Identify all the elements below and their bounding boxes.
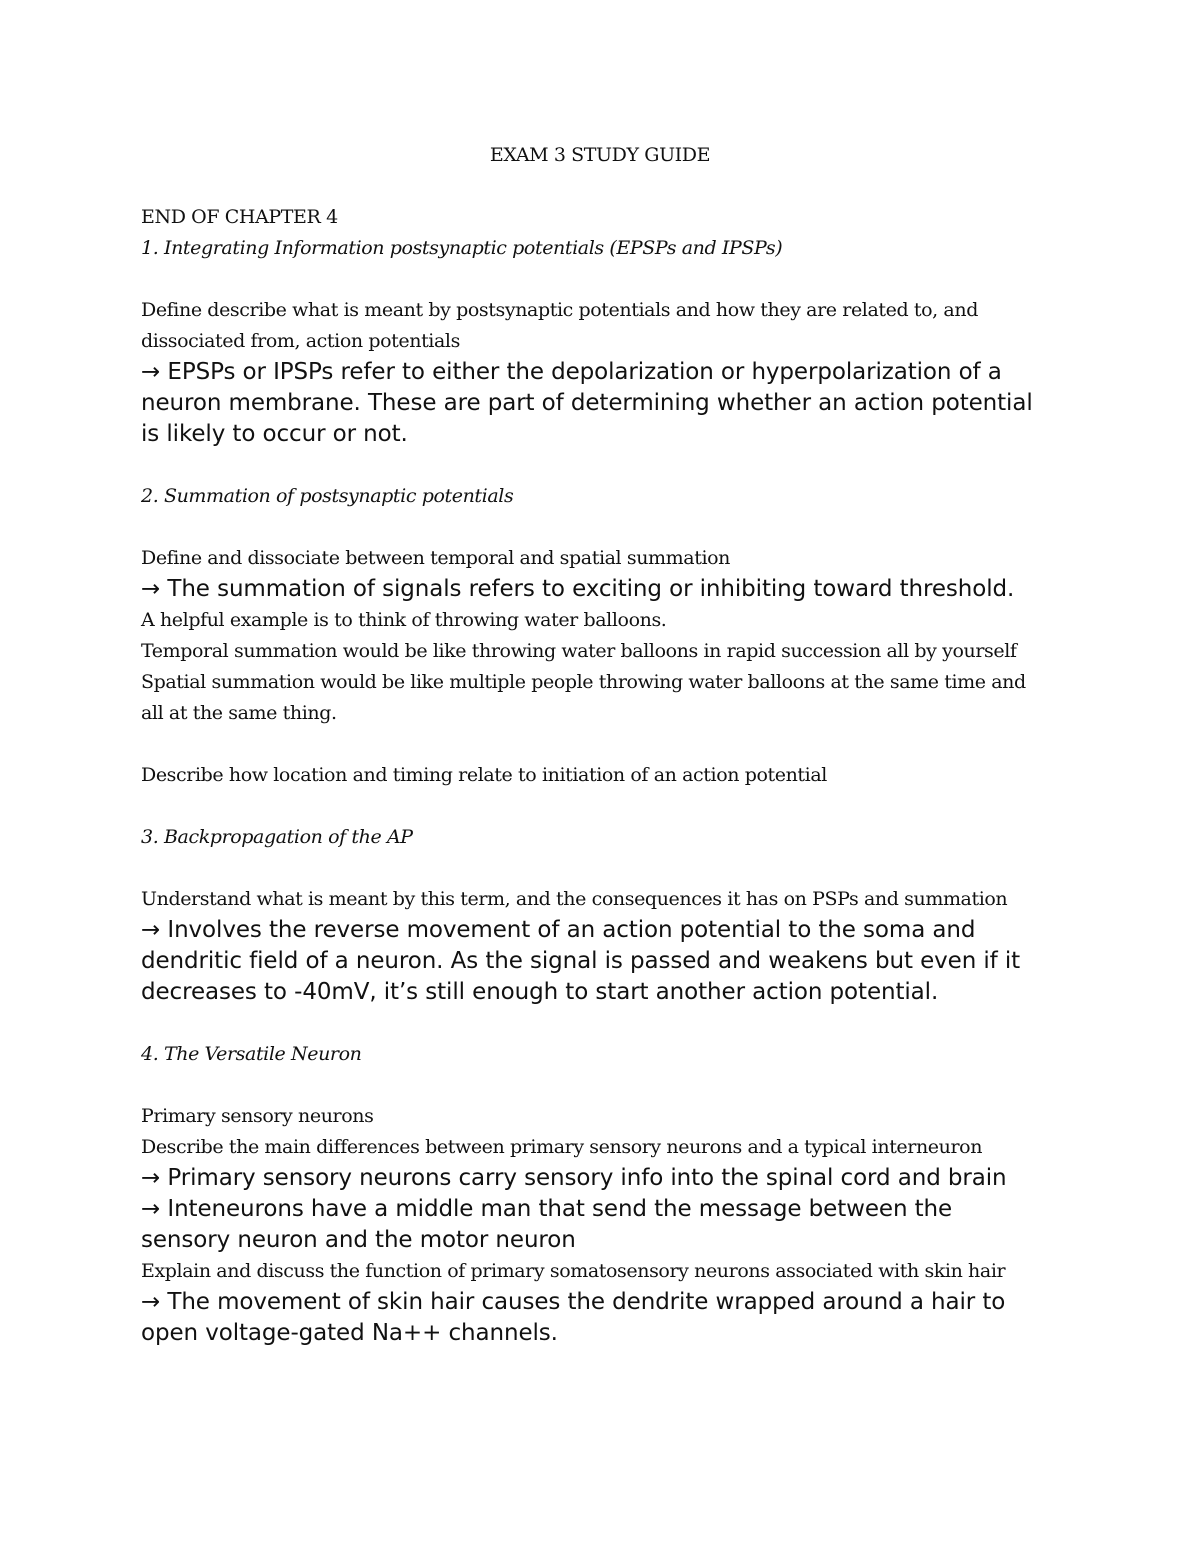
section-4-answer: → The movement of skin hair causes the dendrite wrapped around a hair to open voltage-gated Na++ channels. [141,1289,1006,1346]
section-2-heading: 2. Summation of postsynaptic potentials [141,485,514,507]
section-3-answer: → Involves the reverse movement of an action potential to the soma and dendritic field of a neuron. As the signal is passed and weakens but even if it decreases to -40mV, it’s still enough to start another action potential. [141,917,1021,1005]
document-body [141,140,1071,1349]
chapter-heading: END OF CHAPTER 4 [141,206,338,228]
section-2-note: Spatial summation would be like multiple people throwing water balloons at the same time and all at the same thing. [141,671,1026,724]
section-4-heading: 4. The Versatile Neuron [141,1043,362,1065]
section-2-prompt-2: Describe how location and timing relate to initiation of an action potential [141,764,827,786]
section-4-subheading: Primary sensory neurons [141,1105,374,1127]
section-4-prompt-2: Explain and discuss the function of primary somatosensory neurons associated with skin hair [141,1260,1006,1282]
document-title: EXAM 3 STUDY GUIDE [489,144,711,166]
section-3-heading: 3. Backpropagation of the AP [141,826,413,848]
section-2-note: Temporal summation would be like throwing water balloons in rapid succession all by yourself [141,640,1017,662]
section-1-heading: 1. Integrating Information postsynaptic potentials (EPSPs and IPSPs) [141,237,783,259]
section-4-answer: → Inteneurons have a middle man that send the message between the sensory neuron and the motor neuron [141,1196,953,1253]
section-1-prompt: Define describe what is meant by postsynaptic potentials and how they are related to, and dissociated from, action potentials [141,299,978,352]
section-4-answer: → Primary sensory neurons carry sensory info into the spinal cord and brain [141,1165,1007,1191]
section-2-note: A helpful example is to think of throwing water balloons. [141,609,667,631]
section-1-answer: → EPSPs or IPSPs refer to either the depolarization or hyperpolarization of a neuron membrane. These are part of determining whether an action potential is likely to occur or not. [141,359,1033,447]
section-2-prompt: Define and dissociate between temporal and spatial summation [141,547,731,569]
section-2-answer: → The summation of signals refers to exciting or inhibiting toward threshold. [141,576,1015,602]
section-4-prompt: Describe the main differences between primary sensory neurons and a typical interneuron [141,1136,983,1158]
section-3-prompt: Understand what is meant by this term, and the consequences it has on PSPs and summation [141,888,1008,910]
